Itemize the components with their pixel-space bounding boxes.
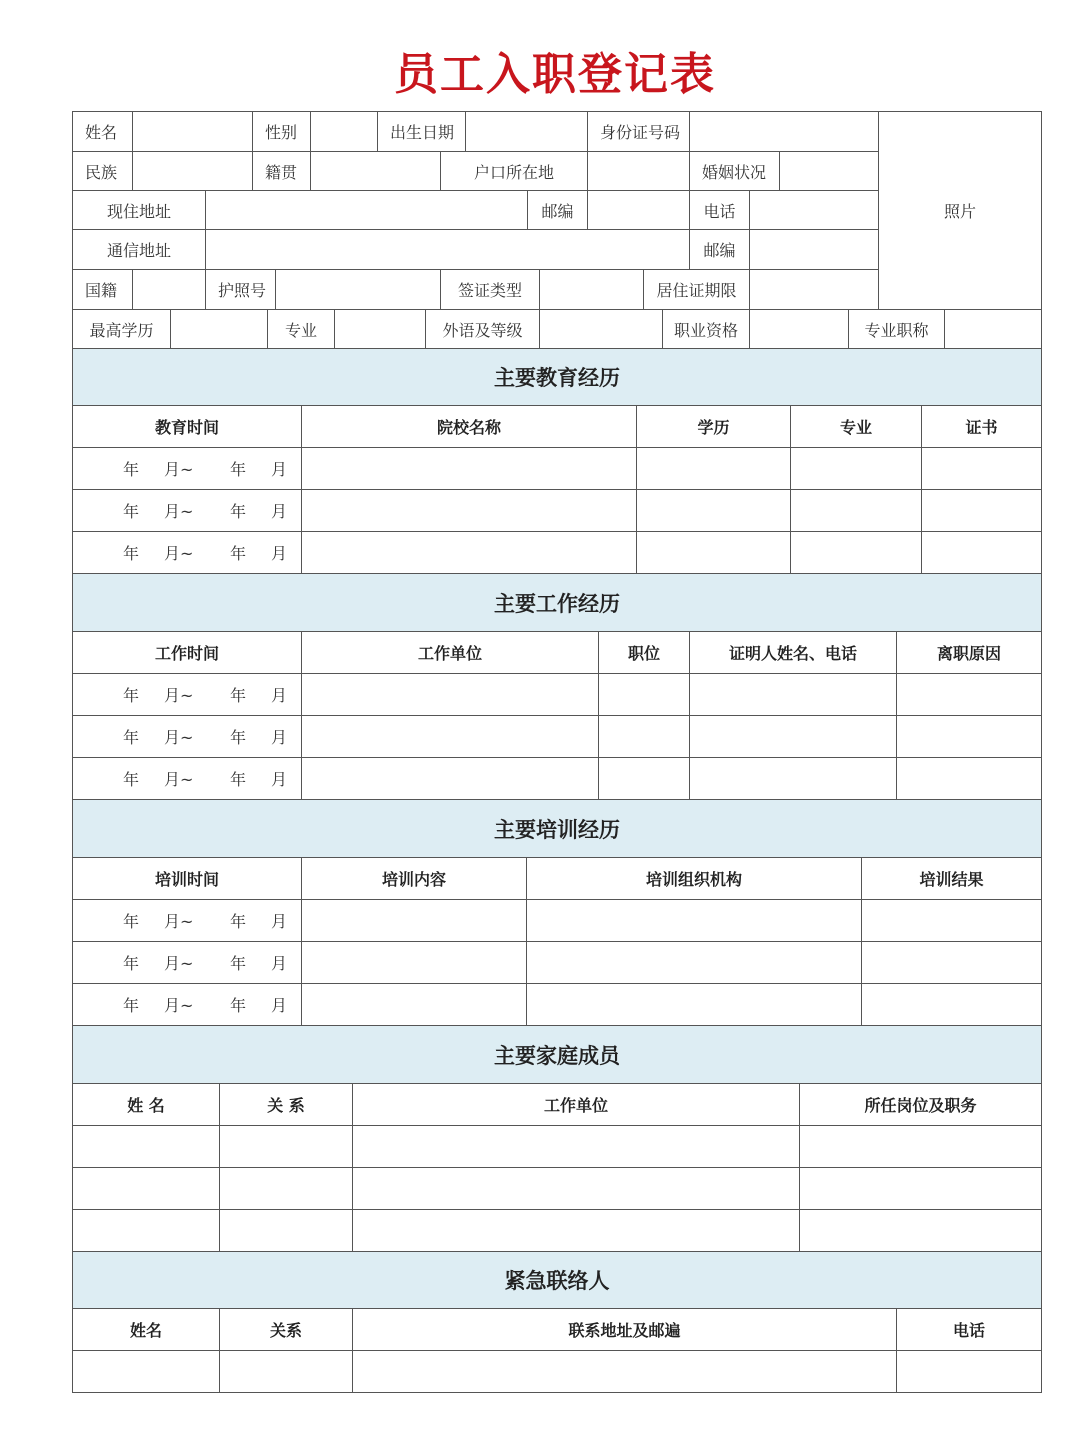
label-postcode-1: 邮编 xyxy=(527,190,588,230)
education-header-1: 院校名称 xyxy=(301,405,637,448)
training-row-2-cell-2[interactable] xyxy=(526,941,862,984)
year-from-label: 年 xyxy=(123,954,140,973)
label-mail-address: 通信地址 xyxy=(72,229,206,270)
work-header-1: 工作单位 xyxy=(301,631,599,674)
native-place-field[interactable] xyxy=(310,151,441,191)
education-header-3: 专业 xyxy=(790,405,922,448)
year-from-label: 年 xyxy=(123,502,140,521)
family-header-1: 关 系 xyxy=(219,1083,353,1126)
label-major: 专业 xyxy=(267,309,335,349)
label-current-address: 现住地址 xyxy=(72,190,206,230)
family-row-3-cell-3[interactable] xyxy=(799,1209,1042,1252)
work-header-2: 职位 xyxy=(598,631,690,674)
work-row-3-cell-1[interactable] xyxy=(301,757,599,800)
education-header-2: 学历 xyxy=(636,405,791,448)
current-address-field[interactable] xyxy=(205,190,528,230)
label-professional-title: 专业职称 xyxy=(848,309,945,349)
language-field[interactable] xyxy=(539,309,663,349)
training-row-3-cell-3[interactable] xyxy=(861,983,1042,1026)
phone-field[interactable] xyxy=(749,190,879,230)
family-row-2-cell-0[interactable] xyxy=(72,1167,220,1210)
year-from-label: 年 xyxy=(123,912,140,931)
family-row-2-cell-3[interactable] xyxy=(799,1167,1042,1210)
education-row-1-date-range[interactable] xyxy=(72,447,302,490)
education-row-1-cell-1[interactable] xyxy=(301,447,637,490)
month-from-label: 月~ xyxy=(164,544,194,563)
residence-term-field[interactable] xyxy=(749,269,879,310)
month-to-label: 月 xyxy=(271,954,288,973)
training-row-3-date-range[interactable] xyxy=(72,983,302,1026)
professional-title-field[interactable] xyxy=(944,309,1042,349)
emergency-row-1-cell-2[interactable] xyxy=(352,1350,897,1393)
education-row-2-cell-2[interactable] xyxy=(636,489,791,532)
month-from-label: 月~ xyxy=(164,954,194,973)
family-header-0: 姓 名 xyxy=(72,1083,220,1126)
education-row-2-cell-1[interactable] xyxy=(301,489,637,532)
year-from-label: 年 xyxy=(123,686,140,705)
education-row-3-cell-3[interactable] xyxy=(790,531,922,574)
label-visa-type: 签证类型 xyxy=(440,269,540,310)
month-from-label: 月~ xyxy=(164,996,194,1015)
work-header-3: 证明人姓名、电话 xyxy=(689,631,897,674)
work-row-1-cell-3[interactable] xyxy=(689,673,897,716)
month-to-label: 月 xyxy=(271,502,288,521)
name-field[interactable] xyxy=(132,111,253,152)
passport-field[interactable] xyxy=(275,269,441,310)
training-row-2-cell-1[interactable] xyxy=(301,941,527,984)
month-from-label: 月~ xyxy=(164,460,194,479)
label-residence-term: 居住证期限 xyxy=(643,269,750,310)
gender-field[interactable] xyxy=(310,111,378,152)
year-from-label: 年 xyxy=(123,770,140,789)
education-header-0: 教育时间 xyxy=(72,405,302,448)
work-row-1-cell-4[interactable] xyxy=(896,673,1042,716)
education-row-3-cell-4[interactable] xyxy=(921,531,1042,574)
work-row-2-cell-2[interactable] xyxy=(598,715,690,758)
family-row-2-cell-2[interactable] xyxy=(352,1167,800,1210)
training-row-1-cell-1[interactable] xyxy=(301,899,527,942)
emergency-header-3: 电话 xyxy=(896,1308,1042,1351)
education-row-1-cell-4[interactable] xyxy=(921,447,1042,490)
education-section-title: 主要教育经历 xyxy=(72,348,1042,406)
year-to-label: 年 xyxy=(230,502,247,521)
label-birth-date: 出生日期 xyxy=(377,111,466,152)
family-row-1-cell-3[interactable] xyxy=(799,1125,1042,1168)
work-row-3-cell-3[interactable] xyxy=(689,757,897,800)
label-id-number: 身份证号码 xyxy=(587,111,690,152)
qualification-field[interactable] xyxy=(749,309,849,349)
family-header-2: 工作单位 xyxy=(352,1083,800,1126)
training-row-1-cell-2[interactable] xyxy=(526,899,862,942)
training-section-title: 主要培训经历 xyxy=(72,799,1042,858)
month-to-label: 月 xyxy=(271,728,288,747)
emergency-header-2: 联系地址及邮遍 xyxy=(352,1308,897,1351)
training-header-3: 培训结果 xyxy=(861,857,1042,900)
id-number-field[interactable] xyxy=(689,111,879,152)
emergency-header-0: 姓名 xyxy=(72,1308,220,1351)
major-field[interactable] xyxy=(334,309,426,349)
mail-address-field[interactable] xyxy=(205,229,690,270)
education-row-3-date-range[interactable] xyxy=(72,531,302,574)
training-row-1-cell-3[interactable] xyxy=(861,899,1042,942)
work-row-2-cell-3[interactable] xyxy=(689,715,897,758)
label-passport: 护照号 xyxy=(205,269,276,310)
label-household: 户口所在地 xyxy=(440,151,588,191)
label-name: 姓名 xyxy=(72,111,133,152)
postcode-2-field[interactable] xyxy=(749,229,879,270)
work-row-3-cell-4[interactable] xyxy=(896,757,1042,800)
education-row-2-date-range[interactable] xyxy=(72,489,302,532)
label-phone: 电话 xyxy=(689,190,750,230)
year-from-label: 年 xyxy=(123,544,140,563)
label-language: 外语及等级 xyxy=(425,309,540,349)
page-title: 员工入职登记表 xyxy=(394,49,716,100)
year-to-label: 年 xyxy=(230,912,247,931)
photo-box[interactable]: 照片 xyxy=(878,111,1042,310)
family-section-title: 主要家庭成员 xyxy=(72,1025,1042,1084)
label-ethnicity: 民族 xyxy=(72,151,133,191)
emergency-row-1-cell-1[interactable] xyxy=(219,1350,353,1393)
family-row-3-cell-2[interactable] xyxy=(352,1209,800,1252)
training-header-0: 培训时间 xyxy=(72,857,302,900)
training-row-3-cell-2[interactable] xyxy=(526,983,862,1026)
family-row-3-cell-0[interactable] xyxy=(72,1209,220,1252)
training-header-2: 培训组织机构 xyxy=(526,857,862,900)
work-row-3-cell-2[interactable] xyxy=(598,757,690,800)
education-row-2-cell-4[interactable] xyxy=(921,489,1042,532)
work-row-1-cell-1[interactable] xyxy=(301,673,599,716)
emergency-row-1-cell-3[interactable] xyxy=(896,1350,1042,1393)
work-row-1-cell-2[interactable] xyxy=(598,673,690,716)
year-to-label: 年 xyxy=(230,728,247,747)
education-field[interactable] xyxy=(170,309,268,349)
training-row-2-date-range[interactable] xyxy=(72,941,302,984)
work-row-1-date-range[interactable] xyxy=(72,673,302,716)
year-to-label: 年 xyxy=(230,770,247,789)
label-gender: 性别 xyxy=(252,111,311,152)
work-row-3-date-range[interactable] xyxy=(72,757,302,800)
ethnicity-field[interactable] xyxy=(132,151,253,191)
year-to-label: 年 xyxy=(230,460,247,479)
year-from-label: 年 xyxy=(123,728,140,747)
work-header-0: 工作时间 xyxy=(72,631,302,674)
month-from-label: 月~ xyxy=(164,770,194,789)
month-to-label: 月 xyxy=(271,912,288,931)
work-row-2-date-range[interactable] xyxy=(72,715,302,758)
year-to-label: 年 xyxy=(230,544,247,563)
training-row-2-cell-3[interactable] xyxy=(861,941,1042,984)
postcode-1-field[interactable] xyxy=(587,190,690,230)
family-row-1-cell-0[interactable] xyxy=(72,1125,220,1168)
month-to-label: 月 xyxy=(271,686,288,705)
year-to-label: 年 xyxy=(230,686,247,705)
emergency-header-1: 关系 xyxy=(219,1308,353,1351)
month-to-label: 月 xyxy=(271,996,288,1015)
family-row-1-cell-1[interactable] xyxy=(219,1125,353,1168)
year-to-label: 年 xyxy=(230,954,247,973)
visa-type-field[interactable] xyxy=(539,269,644,310)
year-from-label: 年 xyxy=(123,996,140,1015)
nationality-field[interactable] xyxy=(132,269,206,310)
education-row-1-cell-2[interactable] xyxy=(636,447,791,490)
family-header-3: 所任岗位及职务 xyxy=(799,1083,1042,1126)
year-to-label: 年 xyxy=(230,996,247,1015)
label-nationality: 国籍 xyxy=(72,269,133,310)
label-qualification: 职业资格 xyxy=(662,309,750,349)
emergency-row-1-cell-0[interactable] xyxy=(72,1350,220,1393)
education-row-1-cell-3[interactable] xyxy=(790,447,922,490)
family-row-2-cell-1[interactable] xyxy=(219,1167,353,1210)
work-row-2-cell-4[interactable] xyxy=(896,715,1042,758)
month-from-label: 月~ xyxy=(164,728,194,747)
family-row-1-cell-2[interactable] xyxy=(352,1125,800,1168)
month-from-label: 月~ xyxy=(164,912,194,931)
month-to-label: 月 xyxy=(271,544,288,563)
marital-field[interactable] xyxy=(779,151,879,191)
label-postcode-2: 邮编 xyxy=(689,229,750,270)
training-header-1: 培训内容 xyxy=(301,857,527,900)
label-education: 最高学历 xyxy=(72,309,171,349)
work-row-2-cell-1[interactable] xyxy=(301,715,599,758)
label-native-place: 籍贯 xyxy=(252,151,311,191)
work-header-4: 离职原因 xyxy=(896,631,1042,674)
year-from-label: 年 xyxy=(123,460,140,479)
emergency-section-title: 紧急联络人 xyxy=(72,1251,1042,1309)
training-row-3-cell-1[interactable] xyxy=(301,983,527,1026)
month-from-label: 月~ xyxy=(164,686,194,705)
education-row-3-cell-2[interactable] xyxy=(636,531,791,574)
birth-date-field[interactable] xyxy=(465,111,588,152)
household-field[interactable] xyxy=(587,151,690,191)
label-marital: 婚姻状况 xyxy=(689,151,780,191)
family-row-3-cell-1[interactable] xyxy=(219,1209,353,1252)
month-to-label: 月 xyxy=(271,460,288,479)
education-row-3-cell-1[interactable] xyxy=(301,531,637,574)
education-row-2-cell-3[interactable] xyxy=(790,489,922,532)
training-row-1-date-range[interactable] xyxy=(72,899,302,942)
month-to-label: 月 xyxy=(271,770,288,789)
education-header-4: 证书 xyxy=(921,405,1042,448)
month-from-label: 月~ xyxy=(164,502,194,521)
work-section-title: 主要工作经历 xyxy=(72,573,1042,632)
